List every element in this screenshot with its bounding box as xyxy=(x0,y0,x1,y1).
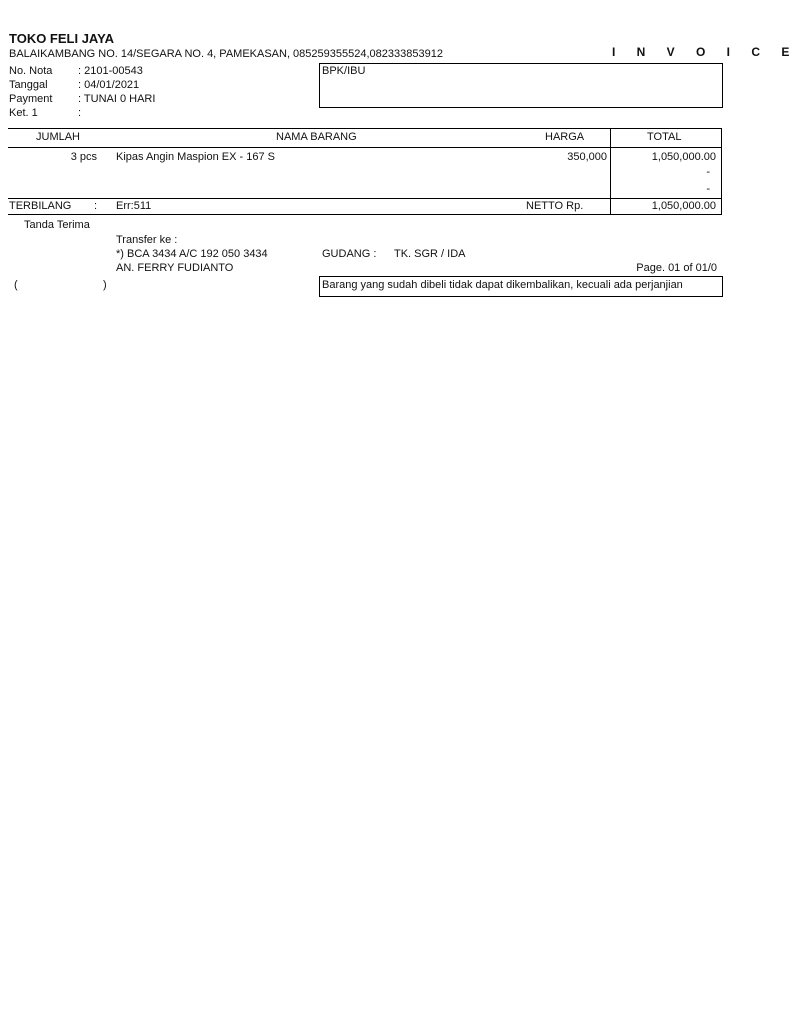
no-nota-value: : 2101-00543 xyxy=(78,65,143,77)
netto-label: NETTO Rp. xyxy=(526,200,584,212)
row-item-name: Kipas Angin Maspion EX - 167 S xyxy=(116,151,275,163)
no-nota-label: No. Nota xyxy=(9,65,53,77)
table-header-border xyxy=(8,147,722,148)
table-right-border xyxy=(721,128,722,198)
ket-value: : xyxy=(78,107,82,119)
column-header-total: TOTAL xyxy=(647,131,682,143)
netto-right-border xyxy=(721,198,722,214)
column-header-nama-barang: NAMA BARANG xyxy=(276,131,357,143)
transfer-account-name: AN. FERRY FUDIANTO xyxy=(116,262,234,274)
payment-value: : TUNAI 0 HARI xyxy=(78,93,156,105)
customer-label: BPK/IBU xyxy=(322,65,366,77)
signature-open-paren: ( xyxy=(14,279,18,291)
signature-close-paren: ) xyxy=(103,279,107,291)
row-total: 1,050,000.00 xyxy=(651,151,716,163)
gudang-value: TK. SGR / IDA xyxy=(394,248,466,260)
table-top-border xyxy=(8,128,722,129)
extra-total-2: - xyxy=(706,183,710,195)
customer-box xyxy=(319,63,723,108)
shop-address: BALAIKAMBANG NO. 14/SEGARA NO. 4, PAMEKASAN, 085259355524,082333853912 xyxy=(9,48,443,60)
extra-total-1: - xyxy=(706,166,710,178)
tanggal-value: : 04/01/2021 xyxy=(78,79,140,91)
row-qty: 3 pcs xyxy=(70,151,97,163)
gudang-label: GUDANG : xyxy=(322,248,377,260)
netto-value: 1,050,000.00 xyxy=(651,200,716,212)
row-price: 350,000 xyxy=(567,151,607,163)
return-policy-notice: Barang yang sudah dibeli tidak dapat dikembalikan, kecuali ada perjanjian xyxy=(322,279,683,291)
terbilang-colon: : xyxy=(94,200,98,212)
transfer-label: Transfer ke : xyxy=(116,234,178,246)
ket-label: Ket. 1 xyxy=(9,107,38,119)
document-title: I N V O I C E xyxy=(612,45,798,59)
shop-name: TOKO FELI JAYA xyxy=(9,31,114,46)
column-header-harga: HARGA xyxy=(545,131,585,143)
transfer-bank: *) BCA 3434 A/C 192 050 3434 xyxy=(116,248,268,260)
tanda-terima-label: Tanda Terima xyxy=(24,219,90,231)
netto-divider xyxy=(610,198,611,214)
tanggal-label: Tanggal xyxy=(9,79,48,91)
page-info: Page. 01 of 01/0 xyxy=(636,262,717,274)
payment-label: Payment xyxy=(9,93,53,105)
terbilang-label: TERBILANG xyxy=(9,200,72,212)
table-total-divider xyxy=(610,128,611,198)
netto-bottom-border xyxy=(8,214,722,215)
table-bottom-border xyxy=(8,198,722,199)
column-header-jumlah: JUMLAH xyxy=(36,131,81,143)
terbilang-value: Err:511 xyxy=(116,200,152,212)
